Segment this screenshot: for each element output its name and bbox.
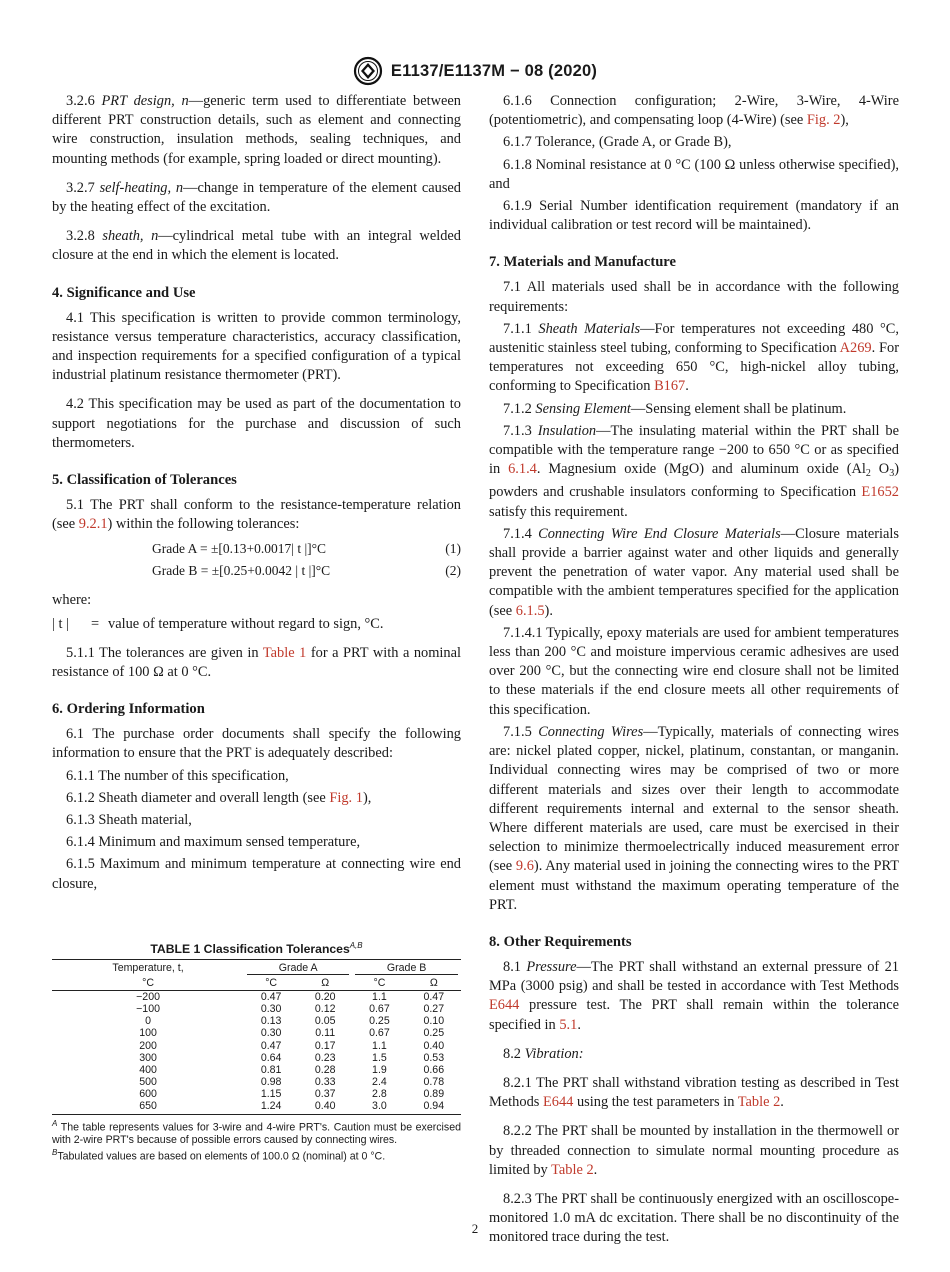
para-8-2-2: 8.2.2 The PRT shall be mounted by installation in the thermowell or by threaded connection to simulate normal mounting procedure as limited by Table 2.: [489, 1123, 899, 1178]
unit-header: °C: [352, 976, 406, 991]
unit-header: Ω: [407, 976, 461, 991]
document-designation: E1137/E1137M − 08 (2020): [390, 61, 598, 80]
para-5-1-1: 5.1.1 The tolerances are given in Table 1 for a PRT with a nominal resistance of 100 Ω at 0 °C.: [52, 644, 462, 681]
para-4-1: 4.1 This specification is written to provide common terminology, resistance versus temperature characteristics, accuracy classification, and inspection requirements for a specified configuration of a typical industrial platinum resistance thermometer (PRT).: [52, 309, 461, 384]
link-fig-1[interactable]: Fig. 1: [329, 789, 363, 806]
para-6-1-7: 6.1.7 Tolerance, (Grade A, or Grade B),: [503, 134, 732, 151]
link-e644[interactable]: E644: [489, 997, 520, 1014]
col-grade-a: Grade A: [244, 959, 352, 976]
link-table-2[interactable]: Table 2: [551, 1161, 594, 1178]
link-b167[interactable]: B167: [654, 378, 686, 395]
unit-header: °C: [52, 976, 244, 991]
link-table-2[interactable]: Table 2: [737, 1094, 781, 1111]
link-table-1[interactable]: Table 1: [262, 644, 307, 661]
para-7-1-3: 7.1.3 Insulation—The insulating material within the PRT shall be compatible with the temperature range −200 to 650 °C or as specified in 6.1.4. Magnesium oxide (MgO) and aluminum oxide ($Al_2$ $O_3$) powders and crushable insulators conforming to Specification E1652 satisfy this requirement.: [489, 422, 899, 520]
link-9-2-1[interactable]: 9.2.1: [78, 516, 108, 533]
table-row: 300 0.64 0.23 1.5 0.53: [139, 1051, 445, 1064]
para-7-1-4-1: 7.1.4.1 Typically, epoxy materials are used for ambient temperatures less than 200 °C and moisture impervious ceramic adhesives are used over 200 °C, but the connecting wire end closure shall not be limited to these materials if the end closure meets all other requirements of this specification.: [489, 624, 899, 718]
heading-5: 5. Classification of Tolerances: [52, 472, 237, 489]
link-6-1-5[interactable]: 6.1.5: [515, 602, 545, 619]
table-row: 600 1.15 0.37 2.8 0.89: [139, 1087, 445, 1100]
para-6-1-9: 6.1.9 Serial Number identification requirement (mandatory if an individual calibration or test record will be maintained).: [489, 198, 899, 234]
table-row: 500 0.98 0.33 2.4 0.78: [139, 1075, 445, 1088]
heading-7: 7. Materials and Manufacture: [489, 254, 676, 271]
para-8-1: 8.1 Pressure—The PRT shall withstand an external pressure of 21 MPa (3000 psig) and shall be tested in accordance with Test Methods E644 pressure test. The PRT shall remain within the tolerance specified in 5.1.: [489, 958, 899, 1033]
para-6-1-6: 6.1.6 Connection configuration; 2-Wire, 3-Wire, 4-Wire (potentiometric), and compensating loop (4-Wire) (see Fig. 2),: [489, 93, 899, 129]
para-4-2: 4.2 This specification may be used as part of the documentation to support negotiations for the purchase and discussion of such thermometers.: [52, 396, 461, 451]
heading-4: 4. Significance and Use: [52, 284, 196, 301]
link-5-1[interactable]: 5.1: [559, 1016, 578, 1033]
term: sheath, n: [102, 228, 159, 245]
para-5-1: 5.1 The PRT shall conform to the resistance-temperature relation (see 9.2.1) within the following tolerances:: [52, 497, 461, 533]
unit-header: °C: [244, 976, 298, 991]
table-row: 0 0.13 0.05 0.25 0.10: [145, 1015, 445, 1028]
table-row: −200 0.47 0.20 1.1 0.47: [136, 991, 445, 1004]
para-7-1-1: 7.1.1 Sheath Materials—For temperatures not exceeding 480 °C, austenitic stainless steel tubing, conforming to Specification A269. For temperatures not exceeding 650 °C, high-nickel alloy tubing, conforming to Specification B167.: [489, 320, 900, 395]
para-6-1-3: 6.1.3 Sheath material,: [66, 812, 192, 829]
table-row: 100 0.30 0.11 0.67 0.25: [139, 1027, 445, 1040]
table-row: 200 0.47 0.17 1.1 0.40: [139, 1039, 445, 1052]
table-row: −100 0.30 0.12 0.67 0.27: [136, 1003, 445, 1016]
para-6-1-4: 6.1.4 Minimum and maximum sensed temperature,: [66, 834, 361, 851]
link-a269[interactable]: A269: [839, 340, 872, 357]
definition-t: | t | = value of temperature without regard to sign, °C.: [52, 615, 384, 632]
para-6-1: 6.1 The purchase order documents shall specify the following information to ensure that the PRT is adequately described:: [52, 726, 461, 762]
term: PRT design, n: [101, 93, 189, 109]
table-row: 650 1.24 0.40 3.0 0.94: [52, 1100, 461, 1115]
link-e644[interactable]: E644: [542, 1094, 574, 1111]
unit-header: Ω: [298, 976, 352, 991]
para-7-1-5: 7.1.5 Connecting Wires—Typically, materials of connecting wires are: nickel plated copper, nickel, platinum, constantan, or manganin. Individual connecting wires may be comprised of two or more different materials and sizes over their length to accommodate different requirements internal and external to the sensor sheath. Where different materials are used, care must be exercised in their selection to minimize thermoelectrically induced measurement error (see 9.6). Any material used in joining the connecting wires to the PRT element must withstand the maximum operating temperature of the PRT.: [489, 723, 899, 913]
term: self-heating, n: [99, 179, 184, 196]
heading-8: 8. Other Requirements: [489, 933, 632, 950]
para-7-1-4: 7.1.4 Connecting Wire End Closure Materials—Closure materials shall provide a barrier against water and other liquids and generally prevent the penetration of water vapor. Any material used shall be compatible with the ambient temperatures specified for the application (see 6.1.5).: [489, 525, 899, 619]
para-7-1: 7.1 All materials used shall be in accordance with the following requirements:: [489, 279, 899, 315]
para-8-2-3: 8.2.3 The PRT shall be continuously energized with an oscilloscope-monitored 1.0 mA dc excitation. There shall be no discontinuity of the monitored trace during the test.: [489, 1190, 899, 1246]
para-6-1-2: 6.1.2 Sheath diameter and overall length (see Fig. 1),: [66, 789, 372, 806]
table-1-title: TABLE 1 Classification Tolerances$^{A,B}$: [150, 940, 363, 956]
para-7-1-2: 7.1.2 Sensing Element—Sensing element shall be platinum.: [503, 400, 847, 417]
para-8-2: 8.2 Vibration:: [503, 1045, 584, 1062]
heading-6: 6. Ordering Information: [52, 701, 205, 718]
footnote-a: $^A$ The table represents values for 3-wire and 4-wire PRT's. Caution must be exercised with 2-wire PRT's because of possible errors caused by connecting wires.: [52, 1119, 461, 1147]
para-6-1-5: 6.1.5 Maximum and minimum temperature at connecting wire end closure,: [52, 856, 461, 892]
para-3-2-7: 3.2.7 self-heating, n—change in temperature of the element caused by the heating effect of the excitation.: [52, 179, 461, 216]
equation-2: Grade B = ±[0.25+0.0042 | t |]°C (2): [152, 562, 461, 578]
where-label: where:: [52, 592, 92, 609]
link-e1652[interactable]: E1652: [861, 484, 899, 501]
table-row: 400 0.81 0.28 1.9 0.66: [139, 1063, 445, 1076]
col-grade-b: Grade B: [352, 959, 461, 976]
para-6-1-1: 6.1.1 The number of this specification,: [66, 767, 289, 784]
right-column: [489, 92, 899, 1251]
link-fig-2[interactable]: Fig. 2: [806, 112, 841, 129]
col-temperature: Temperature, t,: [52, 959, 244, 976]
table-1: [52, 938, 461, 1163]
para-8-2-1: 8.2.1 The PRT shall withstand vibration testing as described in Test Methods E644 using the test parameters in Table 2.: [489, 1074, 899, 1111]
link-9-6[interactable]: 9.6: [515, 858, 534, 875]
equation-1: Grade A = ±[0.13+0.0017| t |]°C (1): [152, 540, 461, 556]
page-number: 2: [471, 1221, 479, 1236]
page-header: [0, 56, 950, 86]
astm-logo-icon: [353, 56, 383, 86]
left-column: [52, 92, 461, 1163]
tolerance-table: [52, 959, 461, 1115]
para-6-1-8: 6.1.8 Nominal resistance at 0 °C (100 Ω unless otherwise specified), and: [489, 156, 899, 192]
footnote-b: $^B$Tabulated values are based on elements of 100.0 Ω (nominal) at 0 °C.: [52, 1148, 386, 1163]
para-3-2-6: 3.2.6 PRT design, n—generic term used to differentiate between different PRT construction details, such as element and connecting wire construction, insulation methods, sealing techniques, and mounting methods (for example, spring loaded or direct mounting).: [52, 93, 461, 167]
link-6-1-4[interactable]: 6.1.4: [508, 461, 537, 478]
para-3-2-8: 3.2.8 sheath, n—cylindrical metal tube with an integral welded closure at the end in which the element is located.: [52, 228, 461, 264]
